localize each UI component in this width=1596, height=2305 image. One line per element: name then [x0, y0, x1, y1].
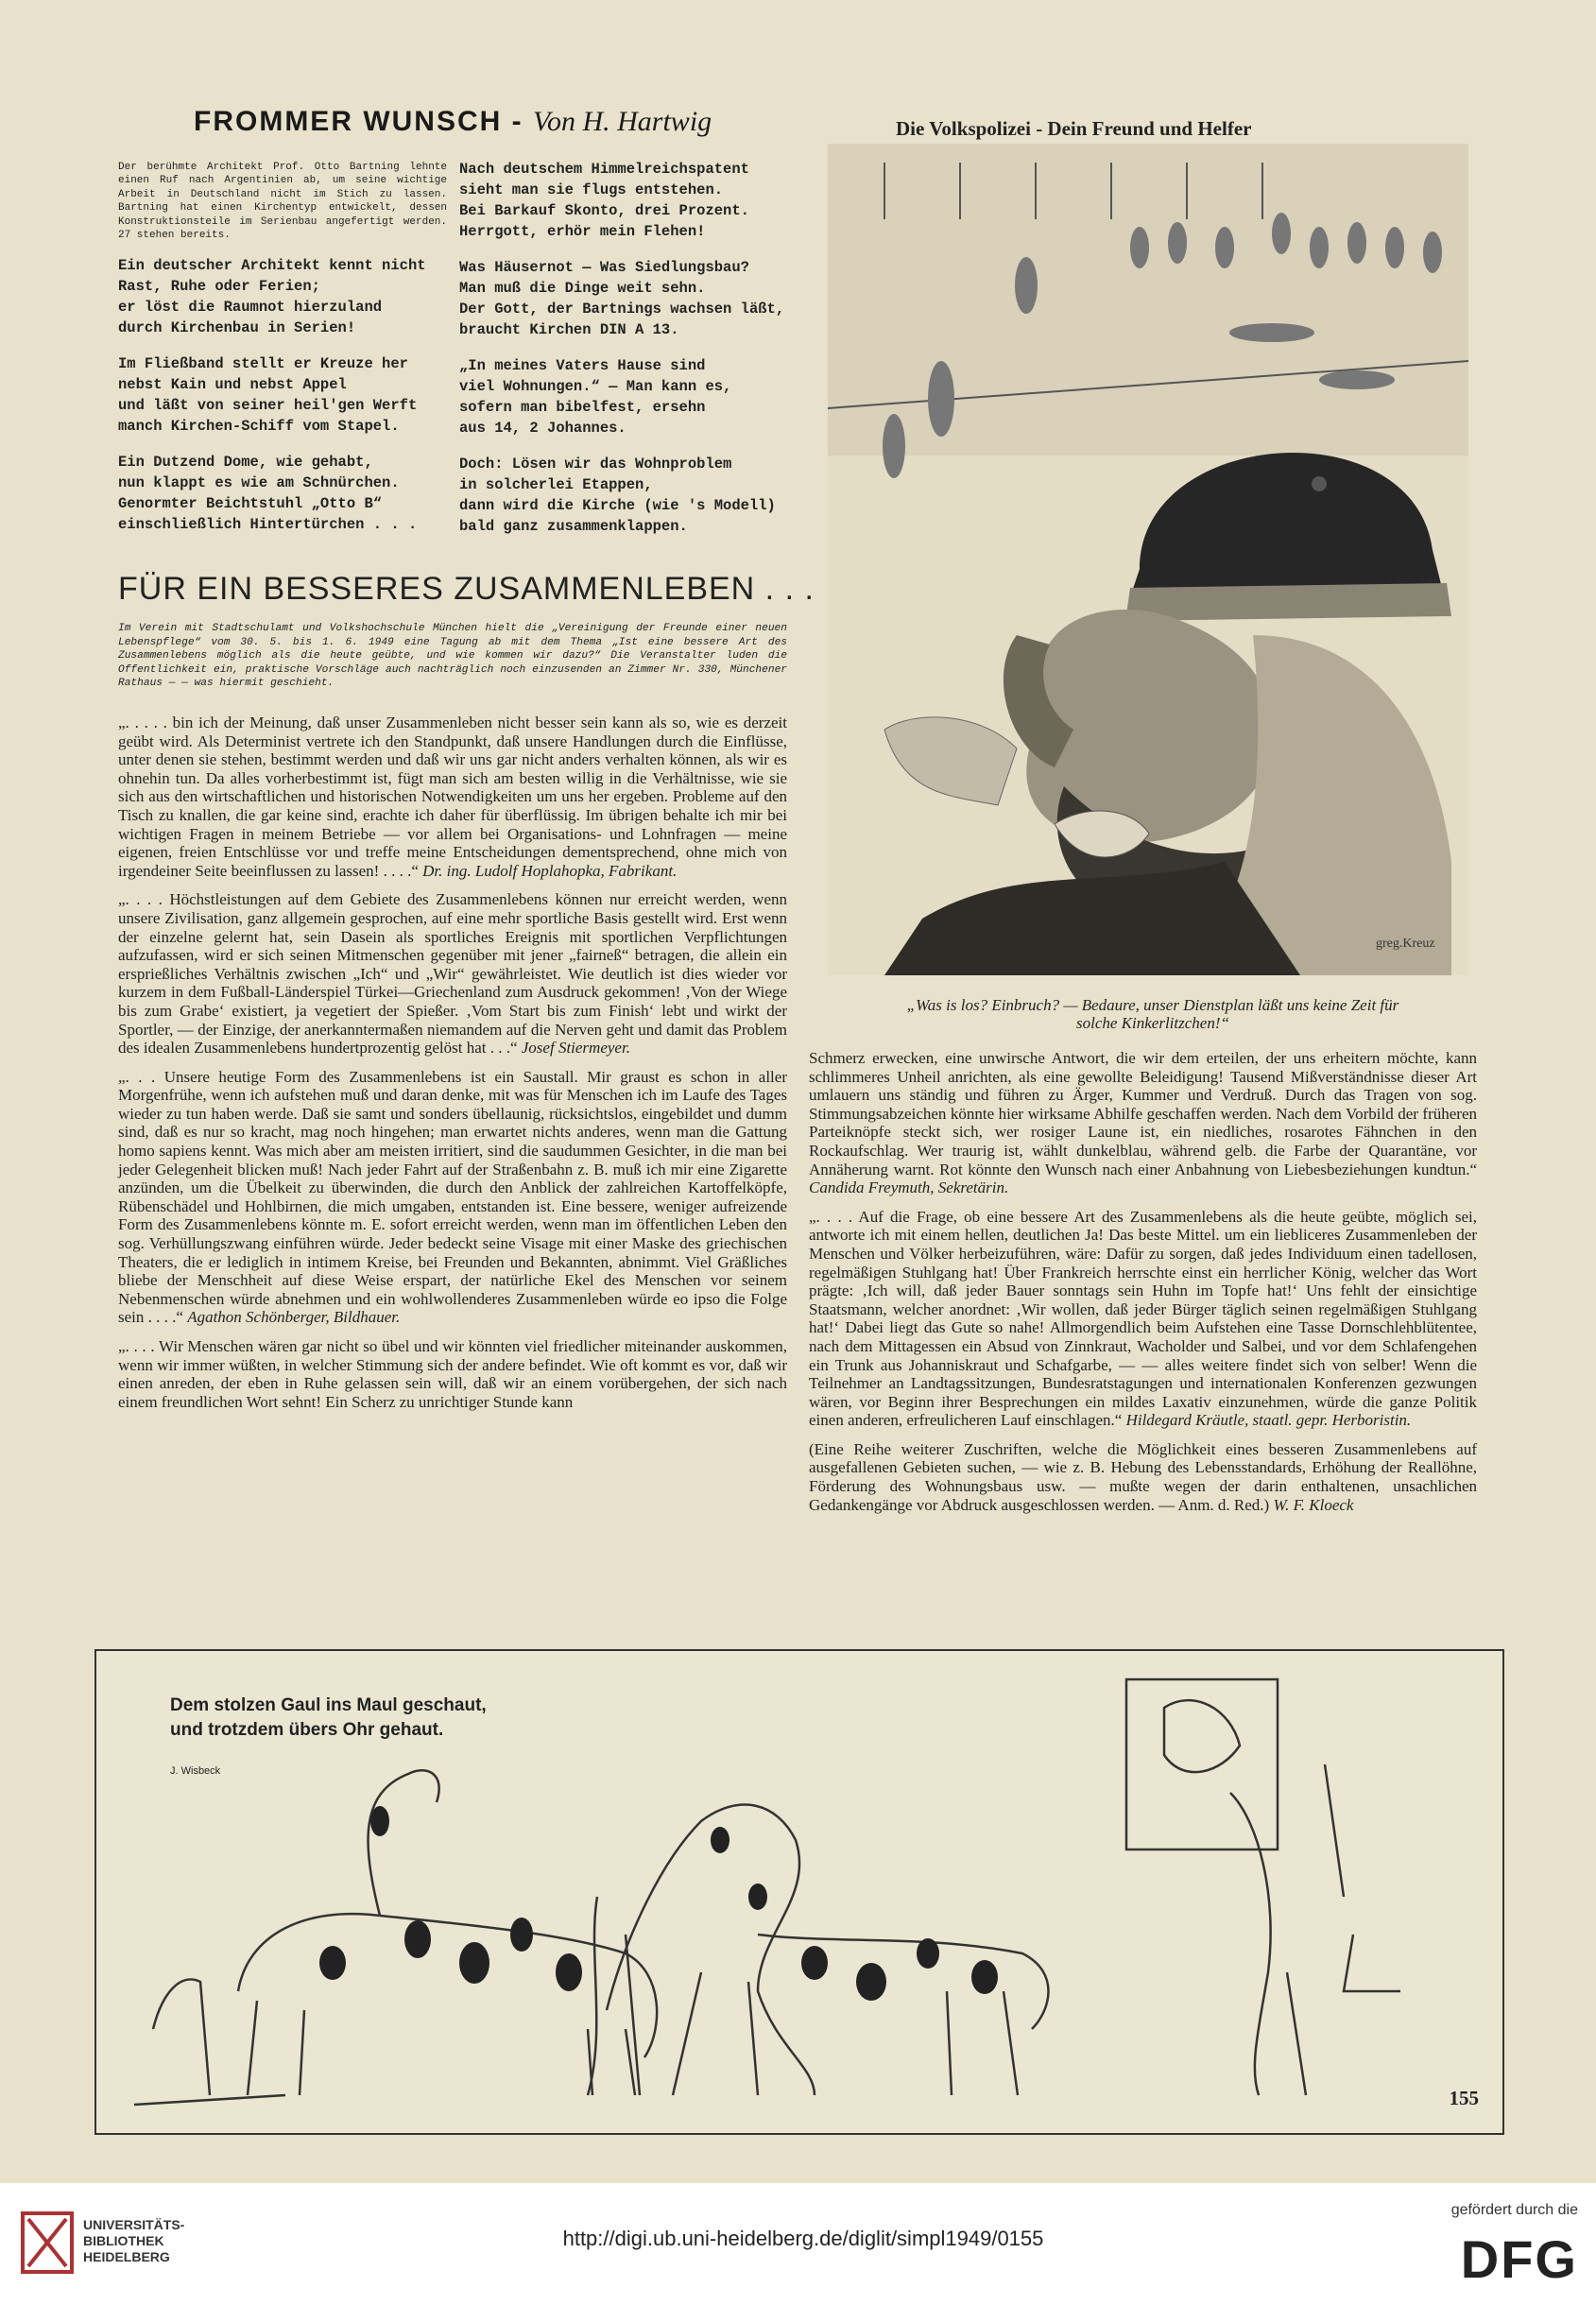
police-illustration-drawing [828, 144, 1468, 975]
letter-signature: Candida Freymuth, Sekretärin. [809, 1178, 1009, 1197]
letter-signature: Hildegard Kräutle, staatl. gepr. Herboristin. [1125, 1411, 1412, 1430]
poem-left-column [118, 255, 468, 550]
library-name: UNIVERSITÄTS- BIBLIOTHEK HEIDELBERG [83, 2217, 185, 2264]
page-number: 155 [1449, 2087, 1479, 2109]
funding-note: gefördert durch die [1450, 2202, 1578, 2218]
letter-signature: Dr. ing. Ludolf Hoplahopka, Fabrikant. [422, 861, 678, 880]
permalink-url[interactable]: http://digi.ub.uni-heidelberg.de/diglit/simpl1949/0155 [562, 2227, 1044, 2250]
letter-signature: Agathon Schönberger, Bildhauer. [187, 1308, 401, 1327]
letter-paragraph: „. . . Unsere heutige Form des Zusammenlebens ist ein Saustall. Mir graust es schon in aller Morgenfrühe, wenn ich aufstehen muß und daran denke, mit was für Menschen ich im Laufe des Tages wieder zu tun haben werde. Daß sie samt und sonders übellaunig, rücksichtslos, eingebildet und dumm sind, daß es nur so kracht, mag noch hingehen; man erwartet nichts anderes, wenn man die Gattung homo sapiens kennt. Was mich aber am meisten irritiert, sind die saudummen Gesichter, in die man bei jeder Gelegenheit blicken muß! Nach jeder Fahrt auf der Straßenbahn z. B. muß ich mir eine Zigarette anzünden, um die Übelkeit zu überwinden, die durch den Anblick der zahlreichen Kartoffelköpfe, Rübenschädel und Hohlbirnen, die mich umgaben, entstanden ist. Eine bessere, weniger aufreizende Form des Zusammenlebens könnte m. E. sofort erreicht werden, wenn man im öffentlichen Leben den sog. Verhüllungszwang einführen würde. Jeder bedeckt seine Visage mit einer Maske des griechischen Theaters, die er lediglich in intimem Kreise, bei Freunden und Bekannten, abnimmt. Viel Gräßliches bliebe der Menschheit auf diese Weise erspart, der natürliche Ekel des Menschen vor seinem Nebenmenschen würde abnehmen und ein wohlwollenderes Zusammenleben würde eo ipso die Folge sein . . . .“ Agathon Schönberger, Bildhauer. [118, 1067, 787, 1327]
article-right-column [809, 1049, 1477, 1524]
cartoon-title: Dem stolzen Gaul ins Maul geschaut, und trotzdem übers Ohr gehaut. [170, 1695, 487, 1740]
poem-stanza: Ein deutscher Architekt kennt nicht Rast, Ruhe oder Ferien; er löst die Raumnot hierzuland durch Kirchenbau in Serien! [118, 257, 426, 336]
letter-signature: Josef Stiermeyer. [521, 1039, 630, 1058]
letter-paragraph: „. . . . Wir Menschen wären gar nicht so übel und wir könnten viel friedlicher miteinander auskommen, wenn wir immer wüßten, in welcher Stimmung sich der andere befindet. Wie oft kommt es vor, daß wir einen anreden, der eben in Ruhe gelassen sein will, daß wir an einem vorübergehen, der sich nach einem freundlichen Wort sehnt! Ein Scherz zu unrichtiger Stunde kann [118, 1337, 787, 1411]
poem-stanza: Im Fließband stellt er Kreuze her nebst Kain und nebst Appel und läßt von seiner heil'gen Werft manch Kirchen-Schiff vom Stapel. [118, 355, 418, 435]
poem-stanza: Doch: Lösen wir das Wohnproblem in solcherlei Etappen, dann wird die Kirche (wie 's Modell) bald ganz zusammenklappen. [459, 456, 776, 535]
poem-stanza: Was Häusernot — Was Siedlungsbau? Man muß die Dinge weit sehn. Der Gott, der Bartnings wachsen läßt, braucht Kirchen DIN A 13. [459, 259, 785, 338]
cartoon-credit: J. Wisbeck [170, 1765, 221, 1777]
poem-right-column [459, 159, 818, 552]
police-illustration [828, 144, 1468, 975]
illustration-caption: „Was is los? Einbruch? — Bedaure, unser Dienstplan läßt uns keine Zeit für solche Kinkerlitzchen!“ [906, 996, 1399, 1032]
article-heading: FÜR EIN BESSERES ZUSAMMENLEBEN . . . [118, 571, 815, 607]
poem-title: FROMMER WUNSCH - Von H. Hartwig [194, 106, 712, 137]
poem-stanza: „In meines Vaters Hause sind viel Wohnungen.“ — Man kann es, sofern man bibelfest, ersehn aus 14, 2 Johannes. [459, 357, 732, 437]
poem-stanza: Ein Dutzend Dome, wie gehabt, nun klappt es wie am Schnürchen. Genormter Beichtstuhl „Otto B“ einschließlich Hintertürchen . . . [118, 454, 418, 533]
poem-stanza: Nach deutschem Himmelreichspatent sieht man sie flugs entstehen. Bei Barkauf Skonto, drei Prozent. Herrgott, erhör mein Flehen! [459, 161, 749, 240]
illustration-title: Die Volkspolizei - Dein Freund und Helfer [896, 117, 1252, 140]
dfg-logo: DFG [1460, 2229, 1578, 2289]
letter-paragraph: „. . . . Höchstleistungen auf dem Gebiete des Zusammenlebens können nur erreicht werden, wenn unsere Zivilisation, ganz allgemein gesprochen, auf eine mehr sportliche Basis gestellt wird. Erst wenn der einzelne gelernt hat, sein Dasein als sportliches Ereignis mit sportlichen Verpflichtungen aufzufassen, wird er sich seinen Mitmenschen gegenüber mit jener „fairneß“ betragen, die allein ein ersprießliches Verhältnis zwischen „Ich“ und „Wir“ gewährleistet. Wie deutlich ist dies wieder vor kurzem in dem Fußball-Länderspiel Türkei—Griechenland zum Ausdruck gekommen! ‚Von der Wiege bis zum Grabe‘ existiert, ja vegetiert der Spießer. ‚Vom Start bis zum Finish‘ lebt und wirkt der Sportler, — der Einzige, der anerkanntermaßen niemandem auf die Nerven geht und damit das Problem des idealen Zusammenlebens hundertprozentig gelöst hat . . .“ Josef Stiermeyer. [118, 890, 787, 1058]
article-left-column [118, 714, 787, 1421]
university-seal-icon [19, 2210, 76, 2276]
article-intro: Im Verein mit Stadtschulamt und Volkshochschule München hielt die „Vereinigung der Freunde einer neuen Lebenspflege“ vom 30. 5. bis 1. 6. 1949 eine Tagung ab mit dem Thema „Ist eine bessere Art des Zusammenlebens möglich als die heute geübte, und wie kommen wir dazu?“ Die Veranstalter luden die Offentlichkeit ein, praktische Vorschläge auch nachträglich noch einzusenden an Zimmer Nr. 330, Münchener Rathaus — — was hiermit geschieht. [118, 623, 787, 689]
poem-intro: Der berühmte Architekt Prof. Otto Bartning lehnte einen Ruf nach Argentinien ab, um seine wichtige Arbeit in Deutschland nicht im Stich zu lassen. Bartning hat einen Kirchentyp entwickelt, dessen Konstruktionsteile im Serienbau angefertigt werden. 27 stehen bereits. [118, 162, 447, 242]
illustration-signature: greg.Kreuz [1376, 937, 1435, 951]
letter-signature: W. F. Kloeck [1273, 1495, 1354, 1514]
letter-paragraph: Schmerz erwecken, eine unwirsche Antwort, die wir dem erteilen, der uns erheitern möchte, kann schlimmeres Unheil anrichten, als eine gewollte Beleidigung! Tausend Mißverständnisse dieser Art umlauern uns ständig und führen zu Ärger, Kummer und Verdruß. Durch das Tragen von sog. Stimmungsabzeichen könnte hier wirksame Abhilfe geschaffen werden. Nach dem Vorbild der früheren Parteiknöpfe steckt sich, wer rosiger Laune ist, ein niedliches, rosarotes Fähnchen in den Rockaufschlag. Wer traurig ist, wählt dunkelblau, während gelb. die Farbe der Quarantäne, vor Annäherung warnt. Rot könnte den Wunsch nach einer Anbahnung von Liebesbeziehungen kundtun.“ Candida Freymuth, Sekretärin. [809, 1049, 1477, 1197]
letter-paragraph: (Eine Reihe weiterer Zuschriften, welche die Möglichkeit eines besseren Zusammenlebens auf ausgefallenen Gebieten suchen, — wie z. B. Hebung des Lebensstandards, Erhöhung der Reallöhne, Förderung des Wohnungsbaus usw. — mußte wegen der darin enthaltenen, unsachlichen Gedankengänge vor Abdruck ausgeschlossen werden. — Anm. d. Red.) W. F. Kloeck [809, 1439, 1477, 1514]
letter-paragraph: „. . . . Auf die Frage, ob eine bessere Art des Zusammenlebens als die heute geübte, möglich sei, antworte ich mit einem hellen, deutlichen Ja! Das beste Mittel. um ein liebliceres Zusammenleben der Menschen und Völker herbeizuführen, wäre: Dafür zu sorgen, daß jedes Individuum einen tadellosen, regelmäßigen Stuhlgang hat! Über Frankreich herrschte einst ein herrlicher König, welcher das Wort prägte: ‚Ich will, daß jeder Bauer sonntags sein Huhn im Topfe hat!‘ Uns fehlt der einsichtige Staatsmann, welcher anordnet: ‚Wir wollen, daß jeder Bürger täglich seinen regelmäßigen Stuhlgang hat!‘ Dabei liegt das Gute so nahe! Allmorgendlich beim Aufstehen eine Tasse Dornschlehblütentee, nach dem Mittagessen ein Absud von Zinnkraut, Wacholder und Salbei, und vor dem Schlafengehen ein Trunk aus Johanniskraut und Schafgarbe, — — alles weitere findet sich von selber! Wenn die Teilnehmer an Landtagssitzungen, Bundesratstagungen und internationalen Konferenzen gezwungen wären, vor Beginn ihrer Besprechungen ein mildes Laxativ einzunehmen, würde die ganze Politik einen anderen, erfreulicheren Lauf einschlagen.“ Hildegard Kräutle, staatl. gepr. Herboristin. [809, 1207, 1477, 1430]
letter-paragraph: „. . . . . bin ich der Meinung, daß unser Zusammenleben nicht besser sein kann als so, wie es derzeit geübt wird. Als Determinist vertrete ich den Standpunkt, daß unsere Handlungen durch die Einflüsse, unter denen sie stehen, bestimmt werden und daß wir uns gar nicht anders verhalten können, als wir es ohnehin tun. Da alles vorherbestimmt ist, fügt man sich am besten willig in die Verhältnisse, wie sie sich aus den wirtschaftlichen und historischen Notwendigkeiten um uns her ergeben. Probleme auf den Tisch zu knallen, die gar keine sind, erachte ich daher für überflüssig. Im übrigen behalte ich mir bei wichtigen Fragen in meinem Betriebe — vor allem bei Organisations- und Lohnfragen — meine eigenen, freien Entschlüsse vor und treffe meine Entscheidungen dementsprechend, ohne mich von irgendeiner Seite beeinflussen zu lassen! . . . .“ Dr. ing. Ludolf Hoplahopka, Fabrikant. [118, 714, 787, 880]
